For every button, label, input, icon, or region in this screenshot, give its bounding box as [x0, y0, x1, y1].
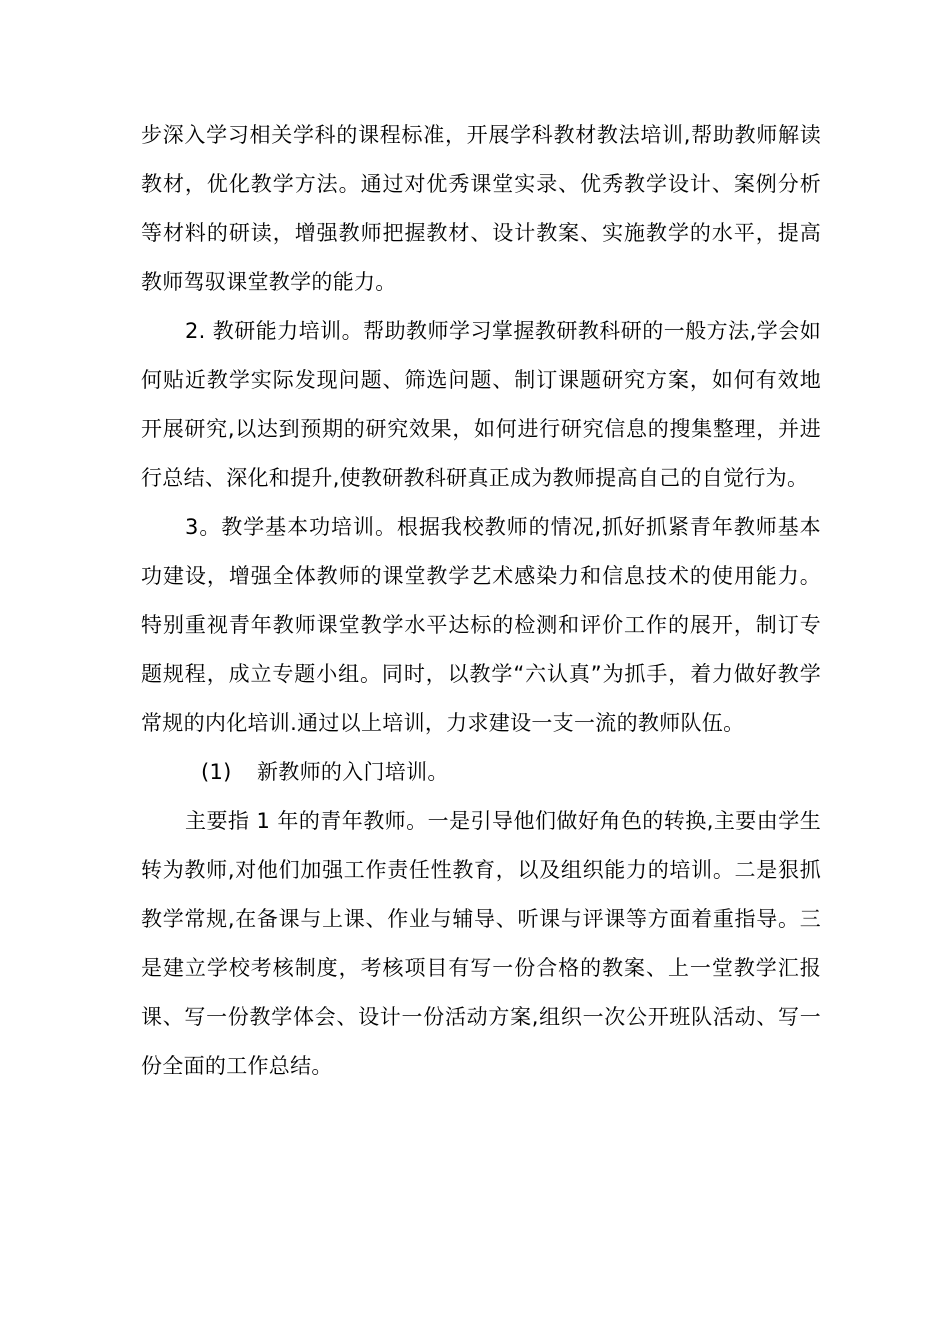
- document-body: [141, 111, 821, 1091]
- paragraph-new-teacher-details: 主要指 1 年的青年教师。一是引导他们做好角色的转换,主要由学生转为教师,对他们加强工作责任性教育，以及组织能力的培训。二是狠抓教学常规,在备课与上课、作业与辅导、听课与评课等方面着重指导。三是建立学校考核制度，考核项目有写一份合格的教案、上一堂教学汇报课、写一份教学体会、设计一份活动方案,组织一次公开班队活动、写一份全面的工作总结。: [141, 809, 821, 1078]
- paragraph-basic-skills-training: 3。教学基本功培训。根据我校教师的情况,抓好抓紧青年教师基本功建设，增强全体教师的课堂教学艺术感染力和信息技术的使用能力。特别重视青年教师课堂教学水平达标的检测和评价工作的展开，制订专题规程，成立专题小组。同时，以教学“六认真”为抓手，着力做好教学常规的内化培训.通过以上培训，力求建设一支一流的教师队伍。: [141, 515, 821, 735]
- list-item-title: 新教师的入门培训。: [257, 760, 449, 784]
- paragraph-course-standards: 步深入学习相关学科的课程标准，开展学科教材教法培训,帮助教师解读教材，优化教学方法。通过对优秀课堂实录、优秀教学设计、案例分析等材料的研读，增强教师把握教材、设计教案、实施教学的水平，提高教师驾驭课堂教学的能力。: [141, 123, 821, 294]
- list-item-new-teacher-training: [141, 748, 821, 797]
- list-item-number: (1): [201, 760, 232, 784]
- paragraph-research-training: 2. 教研能力培训。帮助教师学习掌握教研教科研的一般方法,学会如何贴近教学实际发现问题、筛选问题、制订课题研究方案，如何有效地开展研究,以达到预期的研究效果，如何进行研究信息的搜集整理，并进行总结、深化和提升,使教研教科研真正成为教师提高自己的自觉行为。: [141, 319, 821, 490]
